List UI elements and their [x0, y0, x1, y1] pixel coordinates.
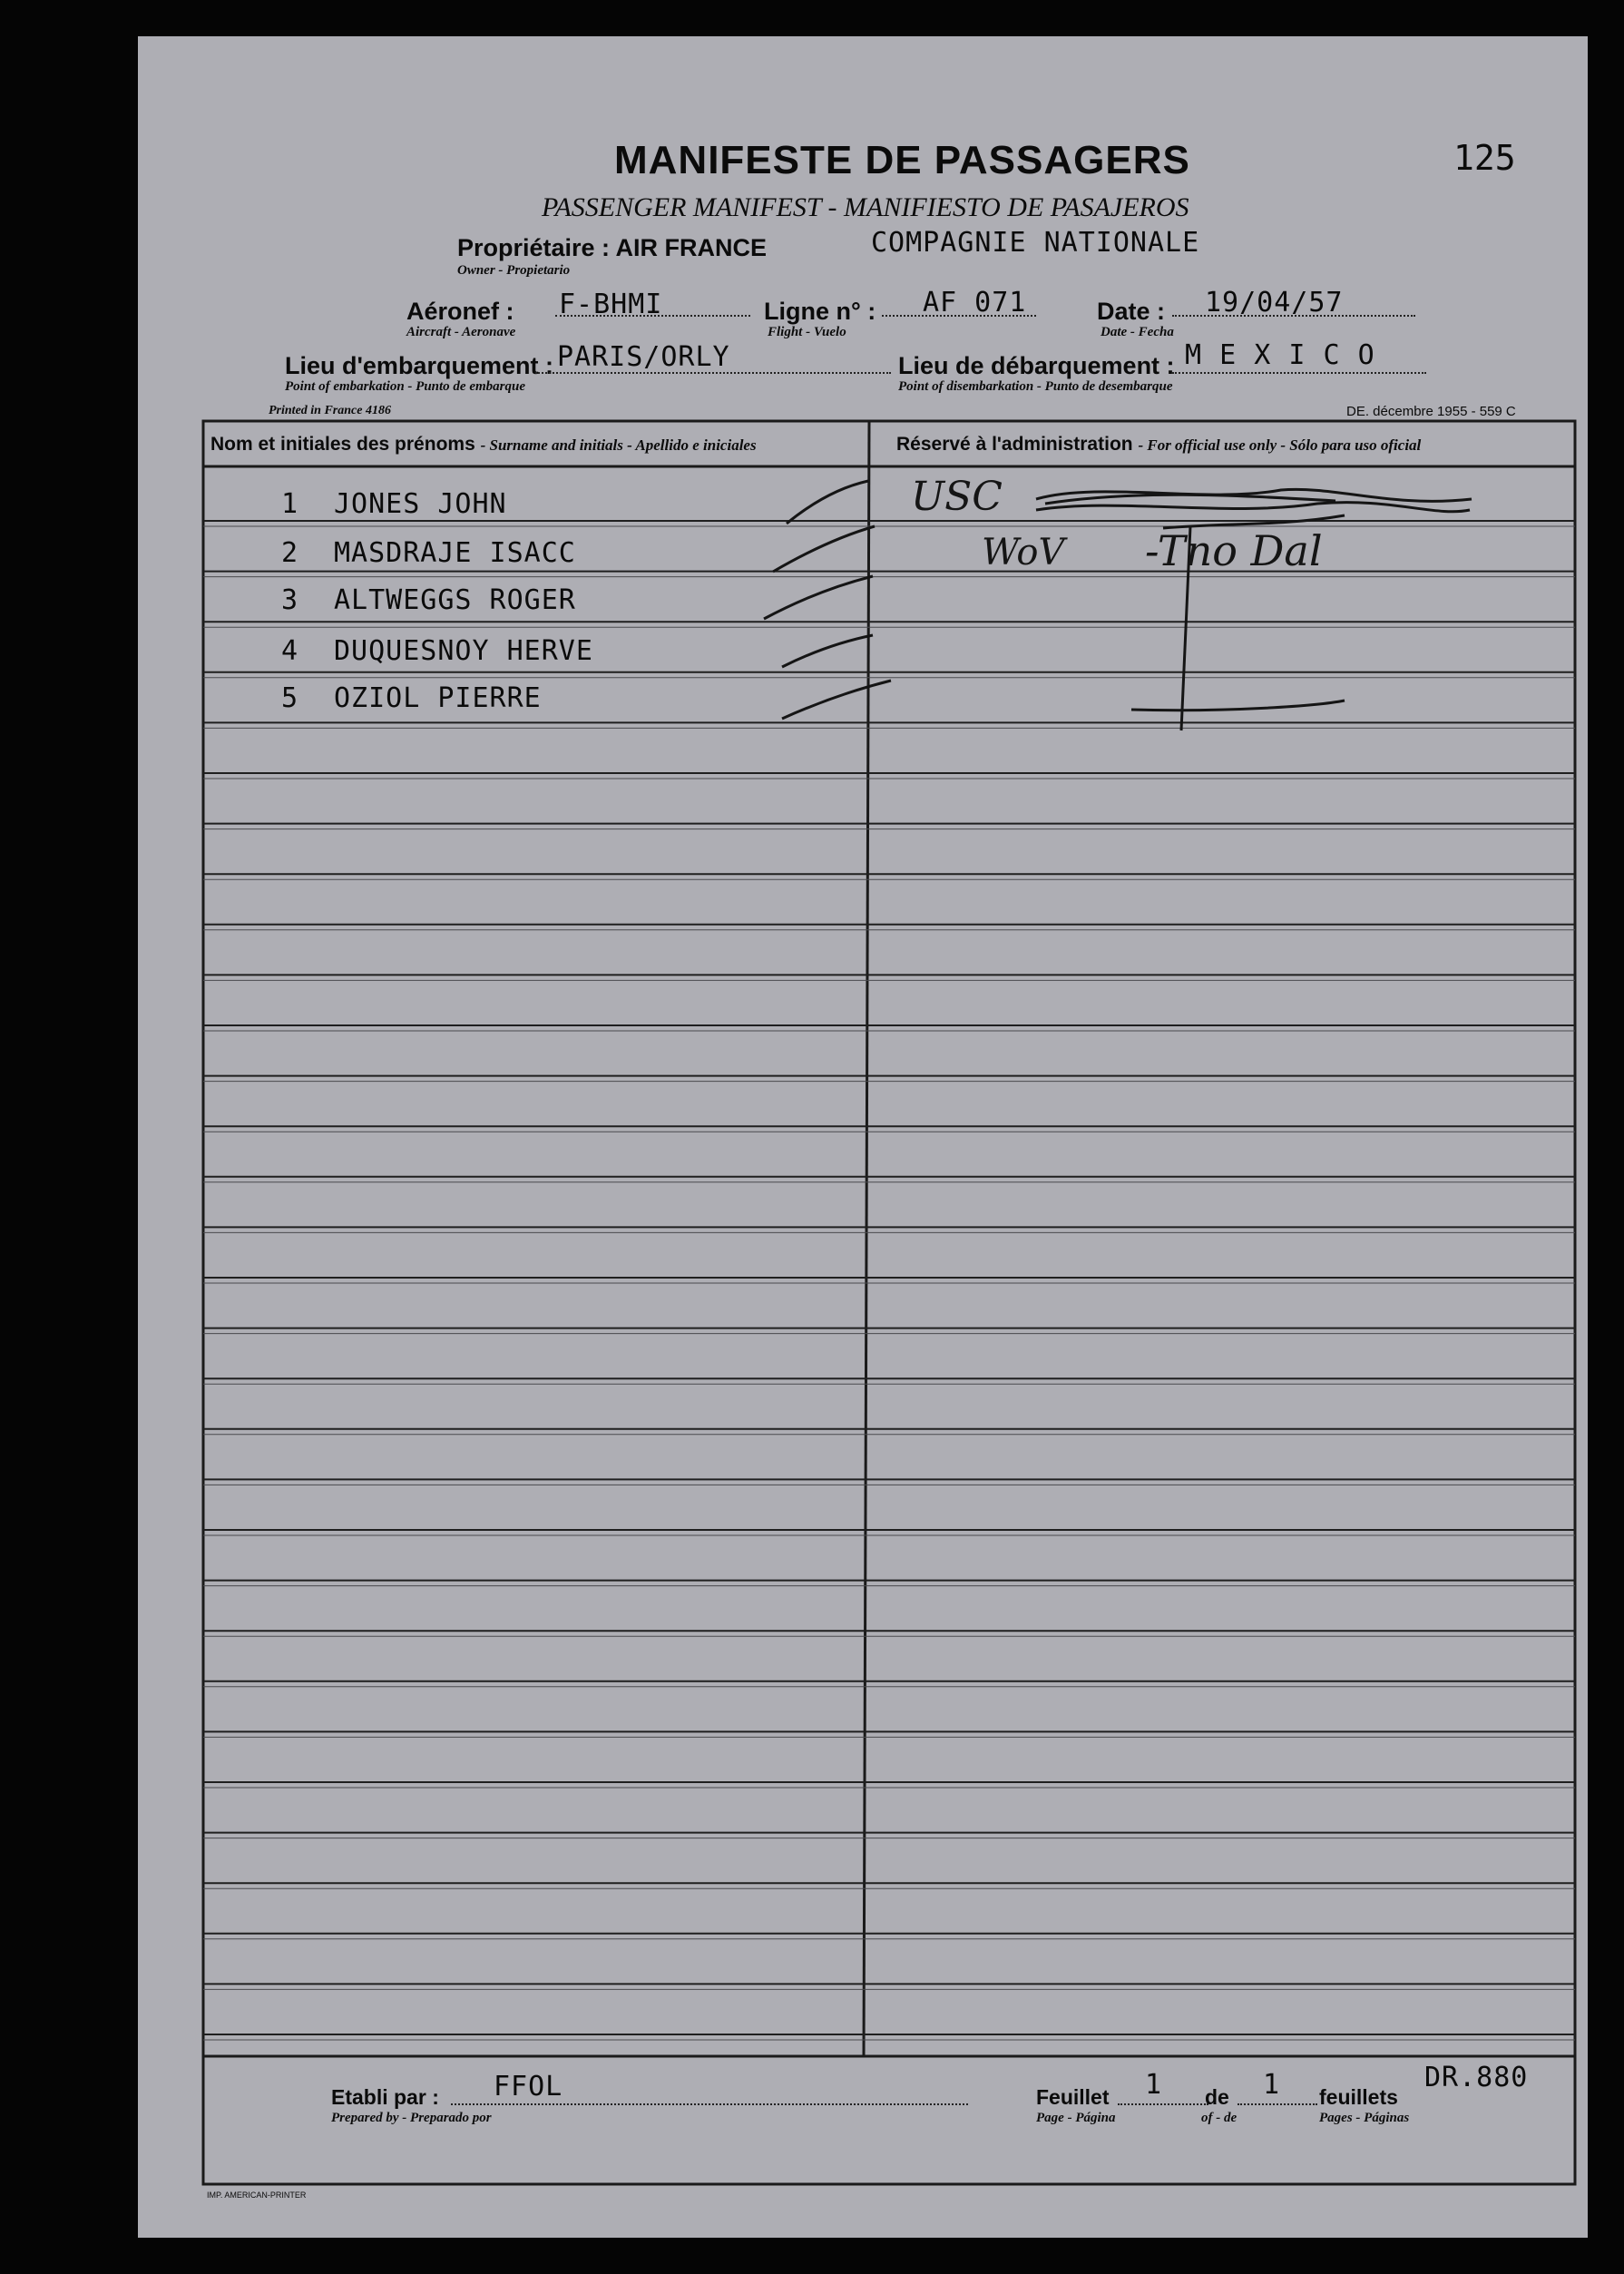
admin-note-wov: WoV: [982, 532, 1065, 573]
passenger-name: MASDRAJE ISACC: [334, 537, 576, 569]
of-sublabel: of - de: [1201, 2111, 1238, 2125]
passenger-row: [281, 488, 507, 520]
passenger-row: [281, 537, 576, 569]
page-title: MANIFESTE DE PASSAGERS: [614, 138, 1190, 182]
passenger-row: [281, 682, 542, 714]
sheet-sublabel: Page - Página: [1036, 2111, 1116, 2125]
flight-line-value: AF 071: [923, 287, 1027, 319]
aircraft-sublabel: Aircraft - Aeronave: [406, 325, 516, 339]
aircraft-label: Aéronef :: [406, 298, 514, 325]
prepared-by-label: Etabli par :: [331, 2085, 439, 2109]
passenger-number: 2: [281, 537, 299, 569]
disembarkation-sublabel: Point of disembarkation - Punto de desembarque: [898, 379, 1173, 394]
col1-header-sub: - Surname and initials - Apellido e iniciales: [480, 436, 757, 454]
date-sublabel: Date - Fecha: [1101, 325, 1174, 339]
prepared-by-sublabel: Prepared by - Preparado por: [331, 2111, 492, 2125]
owner-value: COMPAGNIE NATIONALE: [871, 227, 1200, 259]
admin-note-usc: USC: [911, 474, 1003, 520]
prepared-by-line: [451, 2103, 968, 2105]
document-code: DR.880: [1424, 2062, 1529, 2093]
check-mark: [787, 481, 868, 524]
embarkation-label: Lieu d'embarquement :: [285, 352, 553, 379]
total-line: [1238, 2103, 1317, 2105]
flight-line-sublabel: Flight - Vuelo: [768, 325, 846, 339]
embarkation-sublabel: Point of embarkation - Punto de embarque: [285, 379, 526, 394]
col1-header: [210, 434, 757, 456]
passenger-name: DUQUESNOY HERVE: [334, 635, 593, 667]
admin-note-tnodal: -Tno Dal: [1145, 526, 1323, 575]
check-mark: [764, 576, 873, 619]
sheet-line: [1118, 2103, 1208, 2105]
table-rule-lines: [203, 521, 1575, 2040]
check-mark: [782, 681, 891, 719]
imprint: IMP. AMERICAN-PRINTER: [207, 2191, 307, 2200]
passenger-number: 3: [281, 584, 299, 616]
passenger-name: ALTWEGGS ROGER: [334, 584, 576, 616]
disembarkation-label: Lieu de débarquement :: [898, 352, 1175, 379]
sheet-value: 1: [1145, 2069, 1163, 2101]
table-column-divider: [864, 421, 869, 2056]
flight-line-label: Ligne n° :: [764, 298, 876, 325]
page-number: 125: [1453, 138, 1516, 178]
manifest-table-grid: [138, 36, 1588, 2238]
col2-header: [896, 434, 1421, 456]
pages-sublabel: Pages - Páginas: [1319, 2111, 1410, 2125]
owner-sublabel: Owner - Propietario: [457, 263, 571, 278]
passenger-number: 5: [281, 682, 299, 714]
check-mark: [773, 526, 875, 572]
form-code: DE. décembre 1955 - 559 C: [1346, 404, 1516, 419]
printed-note: Printed in France 4186: [269, 404, 391, 417]
passenger-number: 4: [281, 635, 299, 667]
aircraft-value: F-BHMI: [559, 289, 663, 320]
strike-scribble: [1036, 489, 1472, 511]
col2-header-sub: - For official use only - Sólo para uso oficial: [1138, 436, 1422, 454]
sheet-label: Feuillet: [1036, 2085, 1110, 2109]
prepared-by-value: FFOL: [494, 2071, 563, 2102]
col1-header-label: Nom et initiales des prénoms: [210, 434, 475, 455]
date-label: Date :: [1097, 298, 1166, 325]
total-value: 1: [1263, 2069, 1281, 2101]
of-label: de: [1205, 2085, 1229, 2109]
manifest-sheet: [138, 36, 1588, 2238]
passenger-row: [281, 584, 576, 616]
passenger-number: 1: [281, 488, 299, 520]
check-marks: [764, 481, 891, 719]
date-value: 19/04/57: [1205, 287, 1344, 319]
disembarkation-value: M E X I C O: [1185, 339, 1375, 371]
passenger-name: OZIOL PIERRE: [334, 682, 542, 714]
embarkation-value: PARIS/ORLY: [557, 341, 730, 373]
page-subtitle: PASSENGER MANIFEST - MANIFIESTO DE PASAJEROS: [542, 192, 1189, 222]
passenger-row: [281, 635, 593, 667]
passenger-name: JONES JOHN: [334, 488, 507, 520]
col2-header-label: Réservé à l'administration: [896, 434, 1133, 455]
pages-label: feuillets: [1319, 2085, 1398, 2109]
owner-label: Propriétaire : AIR FRANCE: [457, 234, 768, 261]
check-mark: [782, 635, 873, 667]
